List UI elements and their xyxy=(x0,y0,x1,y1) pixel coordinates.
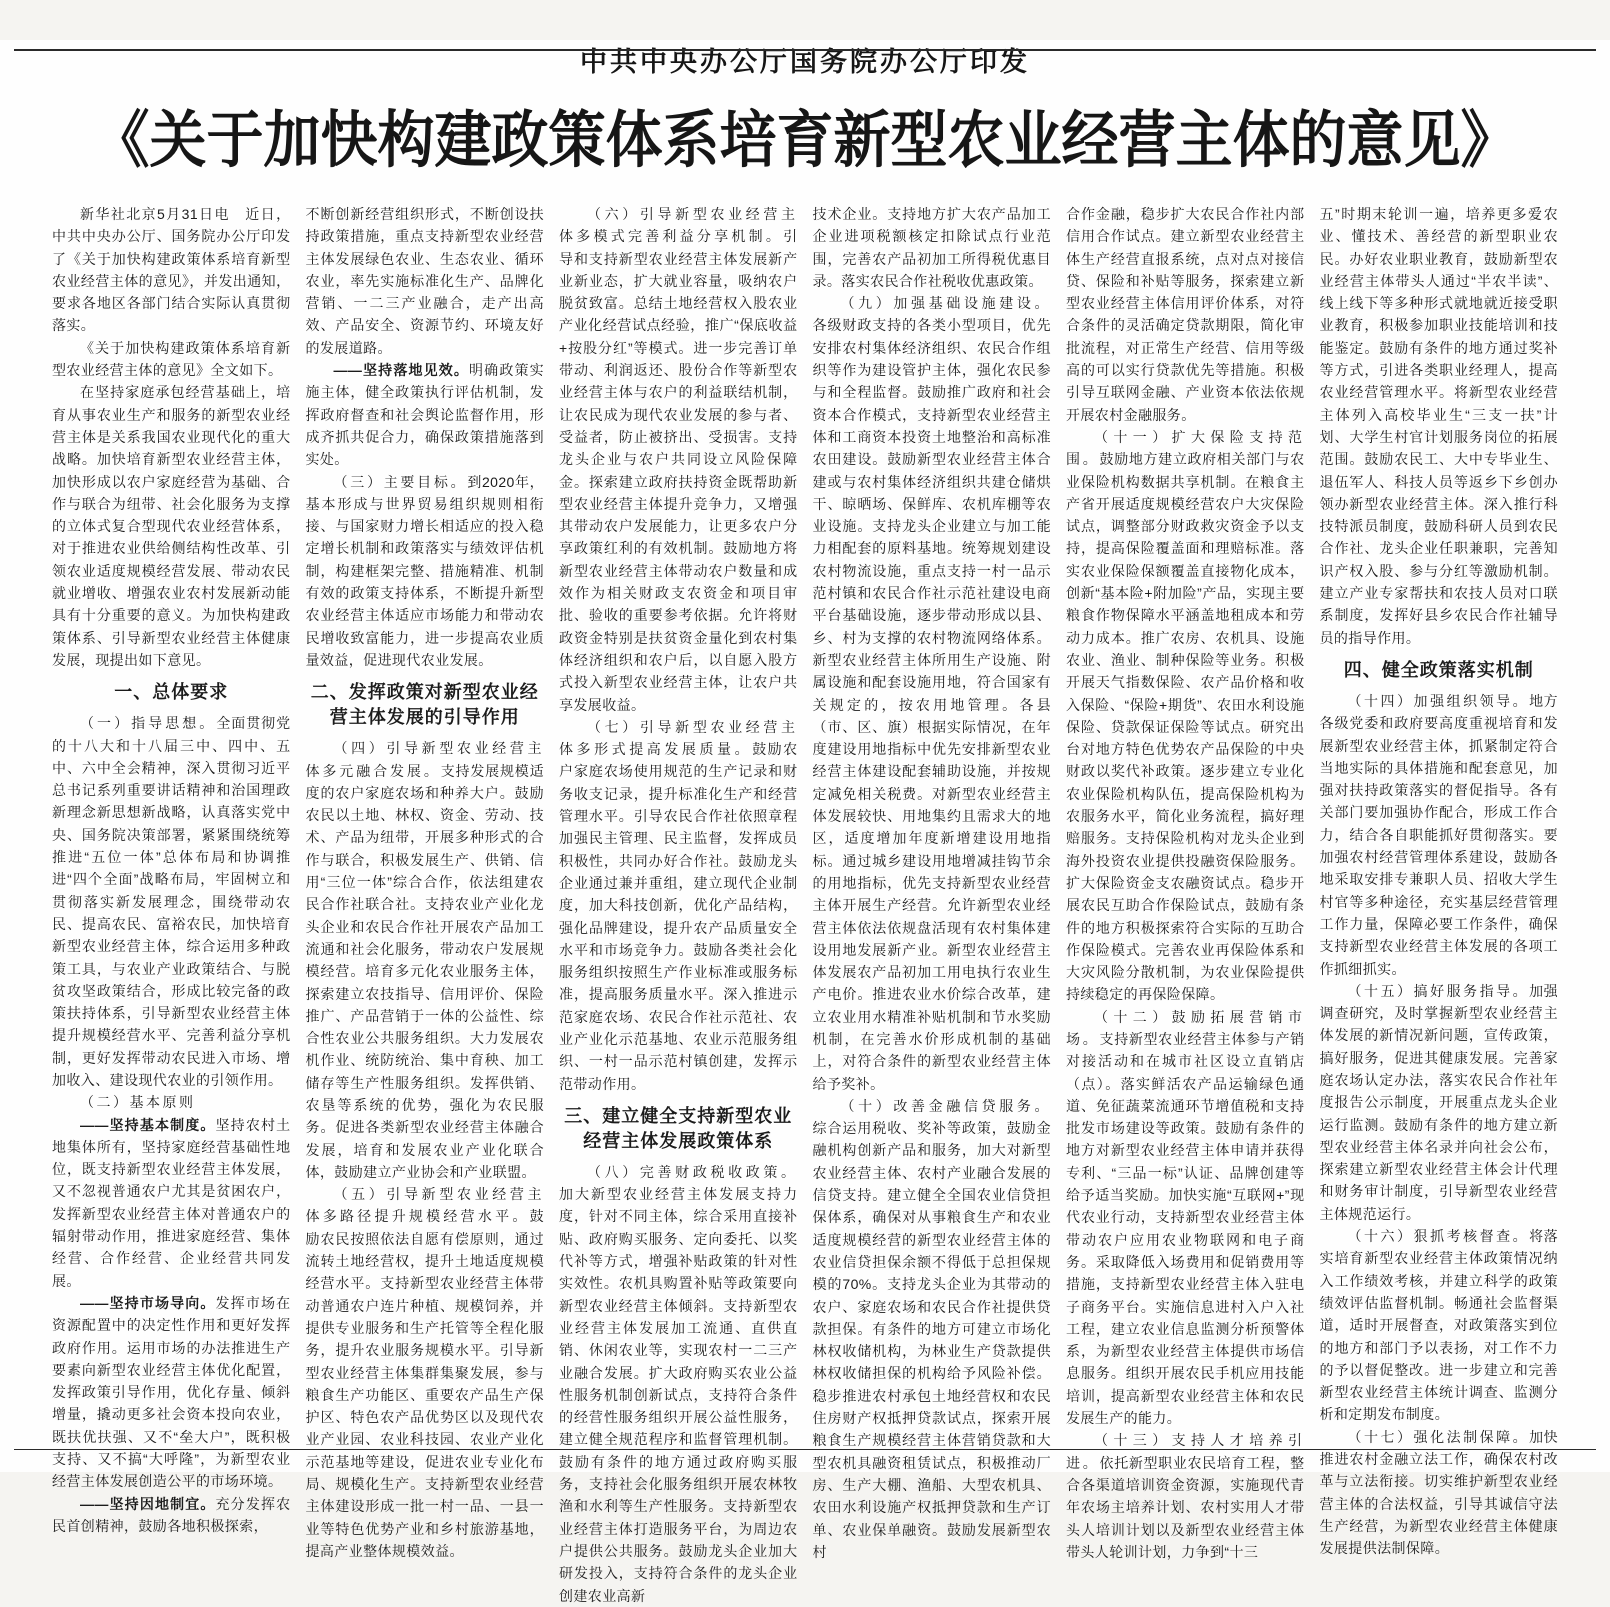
paragraph-lead: ——坚持落地见效。 xyxy=(333,362,470,379)
paragraph: 五”时期末轮训一遍，培养更多爱农业、懂技术、善经营的新型职业农民。办好农业职业教育，鼓励新型农业经营主体带头人通过“半农半读”、线上线下等多种形式就地就近接受职业教育，积极参加职业技能培训和技能鉴定。鼓励有条件的地方通过奖补等方式，引进各类职业经理人，提高农业经营管理水平。将新型农业经营主体列入高校毕业生“三支一扶”计划、大学生村官计划服务岗位的拓展范围。鼓励农民工、大中专毕业生、退伍军人、科技人员等返乡下乡创办领办新型农业经营主体。深入推行科技特派员制度，鼓励科研人员到农民合作社、龙头企业任职兼职，完善知识产权入股、参与分红等激励机制。建立产业专家帮扶和农技人员对口联系制度，发挥好县乡农民合作社辅导员的指导作用。 xyxy=(1319,206,1558,646)
paragraph: （十二）鼓励拓展营销市场。支持新型农业经营主体参与产销对接活动和在城市社区设立直销店（点）。落实鲜活农产品运输绿色通道、免征蔬菜流通环节增值税和支持批发市场建设等政策。鼓励有条件的地方对新型农业经营主体申请并获得专利、“三品一标”认证、品牌创建等给予适当奖励。加快实施“互联网+”现代农业行动，支持新型农业经营主体带动农户应用农业物联网和电子商务。采取降低入场费用和促销费用等措施，支持新型农业经营主体入驻电子商务平台。实施信息进村入户入社工程，建立农业信息监测分析预警体系，为新型农业经营主体提供市场信息服务。组织开展农民手机应用技能培训，提高新型农业经营主体和农民发展生产的能力。 xyxy=(1066,1008,1305,1427)
paragraph: ——坚持因地制宜。充分发挥农民首创精神，鼓励各地积极探索， xyxy=(52,1495,291,1534)
paragraph: （十五）搞好服务指导。加强调查研究，及时掌握新型农业经营主体发展的新情况新问题，宣传政策，搞好服务，促进其健康发展。完善家庭农场认定办法，落实农民合作社年度报告公示制度，开展重点龙头企业运行监测。鼓励有条件的地方建立新型农业经营主体名录并向社会公布，探索建立新型农业经营主体会计代理和财务审计制度，引导新型农业经营主体规范运行。 xyxy=(1319,982,1558,1222)
text-column-2 xyxy=(306,203,545,1607)
paragraph: 《关于加快构建政策体系培育新型农业经营主体的意见》全文如下。 xyxy=(52,339,291,379)
section-heading: 一、总体要求 xyxy=(114,682,229,703)
paragraph: 合作金融，稳步扩大农民合作社内部信用合作试点。建立新型农业经营主体生产经营直报系统，点对点对接信贷、保险和补贴等服务，探索建立新型农业经营主体信用评价体系，对符合条件的灵活确定贷款期限，简化审批流程，对正常生产经营、信用等级高的可以实行贷款优先等措施。积极引导互联网金融、产业资本依法依规开展农村金融服务。 xyxy=(1066,206,1305,423)
paragraph: 技术企业。支持地方扩大农产品加工企业进项税额核定扣除试点行业范围，完善农产品初加工所得税优惠目录。落实农民合作社税收优惠政策。 xyxy=(812,206,1051,289)
section-heading: 四、健全政策落实机制 xyxy=(1343,659,1534,680)
paragraph-lead: （七）引导新型农业经营主体多形式提高发展质量。 xyxy=(559,718,798,758)
paragraph: 不断创新经营组织形式，不断创设扶持政策措施，重点支持新型农业经营主体发展绿色农业、生态农业、循环农业，率先实施标准化生产、品牌化营销、一二三产业融合，走产出高效、产品安全、资源节约、环境友好的发展道路。 xyxy=(305,206,544,356)
paragraph-lead: （十五）搞好服务指导。 xyxy=(1347,982,1530,999)
paragraph: （十三）支持人才培养引进。依托新型职业农民培育工程，整合各渠道培训资金资源，实施现代青年农场主培养计划、农村实用人才带头人培训计划以及新型农业经营主体带头人轮训计划，力争到“十三 xyxy=(1066,1432,1305,1560)
paragraph-lead: （十二）鼓励拓展营销市场。 xyxy=(1066,1008,1305,1047)
paragraph: （十）改善金融信贷服务。综合运用税收、奖补等政策，鼓励金融机构创新产品和服务，加大对新型农业经营主体、农村产业融合发展的信贷支持。建立健全全国农业信贷担保体系，确保对从事粮食生产和农业适度规模经营的新型农业经营主体的农业信贷担保余额不得低于总担保规模的70%。支持龙头企业为其带动的农户、家庭农场和农民合作社提供贷款担保。有条件的地方可建立市场化林权收储机构，为林业生产贷款提供林权收储担保的机构给予风险补偿。稳步推进农村承包土地经营权和农民住房财产权抵押贷款试点，探索开展粮食生产规模经营主体营销贷款和大型农机具融资租赁试点，积极推动厂房、生产大棚、渔船、大型农机具、农田水利设施产权抵押贷款和生产订单、农业保单融资。鼓励发展新型农村 xyxy=(812,1097,1051,1560)
paragraph: （七）引导新型农业经营主体多形式提高发展质量。鼓励农户家庭农场使用规范的生产记录和财务收支记录，提升标准化生产和经营管理水平。引导农民合作社依照章程加强民主管理、民主监督，发挥成员积极性，共同办好合作社。鼓励龙头企业通过兼并重组，建立现代企业制度，加大科技创新，优化产品结构，强化品牌建设，提升农产品质量安全水平和市场竞争力。鼓励各类社会化服务组织按照生产作业标准或服务标准，提高服务质量水平。深入推进示范家庭农场、农民合作社示范社、农业产业化示范基地、农业示范服务组织、一村一品示范村镇创建，发挥示范带动作用。 xyxy=(559,718,798,1092)
paragraph-lead: （九）加强基础设施建设。 xyxy=(840,295,1051,312)
paragraph: ——坚持落地见效。明确政策实施主体，健全政策执行评估机制，发挥政府督查和社会舆论监督作用，形成齐抓共促合力，确保政策措施落到实处。 xyxy=(305,362,544,468)
text-column-1 xyxy=(52,203,291,1607)
paragraph-lead: （一）指导思想。 xyxy=(80,715,217,732)
headline: 《关于加快构建政策体系培育新型农业经营主体的意见》 xyxy=(92,106,1518,176)
text-column-3 xyxy=(559,203,798,1607)
paragraph-lead: ——坚持基本制度。 xyxy=(80,1116,216,1133)
paragraph-lead: （十六）狠抓考核督查。 xyxy=(1347,1228,1530,1245)
bottom-rule xyxy=(14,1449,1596,1450)
paragraph: 在坚持家庭承包经营基础上，培育从事农业生产和服务的新型农业经营主体是关系我国农业现代化的重大战略。加快培育新型农业经营主体，加快形成以农户家庭经营为基础、合作与联合为纽带、社会化服务为支撑的立体式复合型现代农业经营体系，对于推进农业供给侧结构性改革、引领农业适度规模经营发展、带动农民就业增收、增强农业农村发展新动能具有十分重要的意义。为加快构建政策体系、引导新型农业经营主体健康发展，现提出如下意见。 xyxy=(52,384,291,668)
section-heading: 二、发挥政策对新型农业经营主体发展的引导作用 xyxy=(310,682,539,728)
paragraph-lead: （四）引导新型农业经营主体多元融合发展。 xyxy=(305,740,544,779)
paragraph: （十四）加强组织领导。地方各级党委和政府要高度重视培育和发展新型农业经营主体，抓紧制定符合当地实际的具体措施和配套意见，加强对扶持政策落实的督促指导。各有关部门要加强协作配合，形成工作合力，结合各自职能抓好贯彻落实。要加强农村经营管理体系建设，鼓励各地采取安排专兼职人员、招收大学生村官等多种途径，充实基层经营管理工作力量，保障必要工作条件，确保支持新型农业经营主体发展的各项工作抓细抓实。 xyxy=(1319,692,1558,977)
paragraph: （五）引导新型农业经营主体多路径提升规模经营水平。鼓励农民按照依法自愿有偿原则，通过流转土地经营权，提升土地适度规模经营水平。支持新型农业经营主体带动普通农户连片种植、规模饲养，并提供专业服务和生产托管等全程化服务，提升农业服务规模水平。引导新型农业经营主体集群集聚发展，参与粮食生产功能区、重要农产品生产保护区、特色农产品优势区以及现代农业产业园、农业科技园、农业产业化示范基地等建设，促进农业专业化布局、规模化生产。支持新型农业经营主体建设形成一批一村一品、一县一业等特色优势产业和乡村旅游基地，提高产业整体规模效益。 xyxy=(305,1186,544,1559)
paragraph-lead: （十七）强化法制保障。 xyxy=(1347,1428,1530,1445)
paragraph-lead: （五）引导新型农业经营主体多路径提升规模经营水平。 xyxy=(305,1186,544,1225)
paragraph-lead: （六）引导新型农业经营主体多模式完善利益分享机制。 xyxy=(559,206,798,245)
paragraph: （八）完善财政税收政策。加大新型农业经营主体发展支持力度，针对不同主体，综合采用直接补贴、政府购买服务、定向委托、以奖代补等方式，增强补贴政策的针对性实效性。农机具购置补贴等政策要向新型农业经营主体倾斜。支持新型农业经营主体发展加工流通、直供直销、休闲农业等，实现农村一二三产业融合发展。扩大政府购买农业公益性服务机制创新试点，支持符合条件的经营性服务组织开展公益性服务，建立健全规范程序和监督管理机制。鼓励有条件的地方通过政府购买服务，支持社会化服务组织开展农林牧渔和水利等生产性服务。支持新型农业经营主体打造服务平台，为周边农户提供公共服务。鼓励龙头企业加大研发投入，支持符合条件的龙头企业创建农业高新 xyxy=(559,1163,798,1604)
paragraph-lead: （十）改善金融信贷服务。 xyxy=(840,1097,1051,1114)
paragraph-lead: ——坚持因地制宜。 xyxy=(80,1495,216,1512)
paragraph: ——坚持市场导向。发挥市场在资源配置中的决定性作用和更好发挥政府作用。运用市场的办法推进生产要素向新型农业经营主体优化配置，发挥政策引导作用，优化存量、倾斜增量，撬动更多社会资本投向农业，既扶优扶强、又不“垒大户”，既积极支持、又不搞“大呼隆”，为新型农业经营主体发展创造公平的市场环境。 xyxy=(52,1294,291,1490)
paragraph-lead: ——坚持市场导向。 xyxy=(80,1294,216,1311)
paragraph: （十七）强化法制保障。加快推进农村金融立法工作，确保农村改革与立法衔接。切实维护新型农业经营主体的合法权益，引导其诚信守法生产经营，为新型农业经营主体健康发展提供法制保障。 xyxy=(1319,1428,1558,1557)
paragraph: 新华社北京5月31日电 近日，中共中央办公厅、国务院办公厅印发了《关于加快构建政策体系培育新型农业经营主体的意见》，并发出通知，要求各地区各部门结合实际认真贯彻落实。 xyxy=(52,206,291,334)
paragraph: （十一）扩大保险支持范围。鼓励地方建立政府相关部门与农业保险机构数据共享机制。在粮食主产省开展适度规模经营农户大灾保险试点，调整部分财政救灾资金予以支持，提高保险覆盖面和理赔标准。落实农业保险保额覆盖直接物化成本，创新“基本险+附加险”产品，实现主要粮食作物保障水平涵盖地租成本和劳动力成本。推广农房、农机具、设施农业、渔业、制种保险等业务。积极开展天气指数保险、农产品价格和收入保险、“保险+期货”、农田水利设施保险、贷款保证保险等试点。研究出台对地方特色优势农产品保险的中央财政以奖代补政策。逐步建立专业化农业保险机构队伍，提高保险机构为农服务水平，简化业务流程，搞好理赔服务。支持保险机构对龙头企业到海外投资农业提供投融资保险服务。扩大保险资金支农融资试点。稳步开展农民互助合作保险试点，鼓励有条件的地方积极探索符合实际的互助合作保险模式。完善农业再保险体系和大灾风险分散机制，为农业保险提供持续稳定的再保险保障。 xyxy=(1066,428,1305,1003)
paragraph: （三）主要目标。到2020年，基本形成与世界贸易组织规则相衔接、与国家财力增长相适应的投入稳定增长机制和政策落实与绩效评估机制，构建框架完整、措施精准、机制有效的政策支持体系，不断提升新型农业经营主体适应市场能力和带动农民增收致富能力，进一步提高农业质量效益，促进现代农业发展。 xyxy=(305,473,544,668)
article-body xyxy=(52,203,1558,1607)
text-column-6 xyxy=(1320,203,1559,1607)
paragraph: （四）引导新型农业经营主体多元融合发展。支持发展规模适度的农户家庭农场和种养大户。鼓励农民以土地、林权、资金、劳动、技术、产品为纽带，开展多种形式的合作与联合，积极发展生产、供销、信用“三位一体”综合合作，依法组建农民合作社联合社。支持农业产业化龙头企业和农民合作社开展农产品加工流通和社会化服务，带动农户发展规模经营。培育多元化农业服务主体，探索建立农技指导、信用评价、保险推广、产品营销于一体的公益性、综合性农业公共服务组织。大力发展农机作业、统防统治、集中育秧、加工储存等生产性服务组织。发挥供销、农垦等系统的优势，强化为农民服务。促进各类新型农业经营主体融合发展，培育和发展农业产业化联合体，鼓励建立产业协会和产业联盟。 xyxy=(305,740,544,1180)
paragraph: （九）加强基础设施建设。各级财政支持的各类小型项目，优先安排农村集体经济组织、农民合作组织等作为建设管护主体，强化农民参与和全程监督。鼓励推广政府和社会资本合作模式，支持新型农业经营主体和工商资本投资土地整治和高标准农田建设。鼓励新型农业经营主体合建或与农村集体经济组织共建仓储烘干、晾晒场、保鲜库、农机库棚等农业设施。支持龙头企业建立与加工能力相配套的原料基地。统筹规划建设农村物流设施，重点支持一村一品示范村镇和农民合作社示范社建设电商平台基础设施，逐步带动形成以县、乡、村为支撑的农村物流网络体系。新型农业经营主体所用生产设施、附属设施和配套设施用地，符合国家有关规定的，按农用地管理。各县（市、区、旗）根据实际情况，在年度建设用地指标中优先安排新型农业经营主体建设配套辅助设施，并按规定减免相关税费。对新型农业经营主体发展较快、用地集约且需求大的地区，适度增加年度新增建设用地指标。通过城乡建设用地增减挂钩节余的用地指标，优先支持新型农业经营主体开展生产经营。允许新型农业经营主体依法依规盘活现有农村集体建设用地发展新产业。新型农业经营主体发展农产品初加工用电执行农业生产电价。推进农业水价综合改革，建立农业用水精准补贴机制和节水奖励机制，在完善水价形成机制的基础上，对符合条件的新型农业经营主体给予奖补。 xyxy=(812,295,1051,1092)
paragraph: （一）指导思想。全面贯彻党的十八大和十八届三中、四中、五中、六中全会精神，深入贯彻习近平总书记系列重要讲话精神和治国理政新理念新思想新战略，认真落实党中央、国务院决策部署，紧紧围绕统筹推进“五位一体”总体布局和协调推进“四个全面”战略布局，牢固树立和贯彻落实新发展理念，围绕带动农民、提高农民、富裕农民，加快培育新型农业经营主体，综合运用多种政策工具，与农业产业政策结合、与脱贫攻坚政策结合，形成比较完备的政策扶持体系，引导新型农业经营主体提升规模经营水平、完善利益分享机制，更好发挥带动农民进入市场、增加收入、建设现代农业的引领作用。 xyxy=(52,715,291,1088)
paragraph: （六）引导新型农业经营主体多模式完善利益分享机制。引导和支持新型农业经营主体发展新产业新业态，扩大就业容量，吸纳农户脱贫致富。总结土地经营权入股农业产业化经营试点经验，推广“保底收益+按股分红”等模式。进一步完善订单带动、利润返还、股份合作等新型农业经营主体与农户的利益联结机制，让农民成为现代农业发展的参与者、受益者，防止被挤出、受损害。支持龙头企业与农户共同设立风险保障金。探索建立政府扶持资金既帮助新型农业经营主体提升竞争力，又增强其带动农户发展能力，让更多农户分享政策红利的有效机制。鼓励地方将新型农业经营主体带动农户数量和成效作为相关财政支农资金和项目审批、验收的重要参考依据。允许将财政资金特别是扶贫资金量化到农村集体经济组织和农户后，以自愿入股方式投入新型农业经营主体，让农户共享发展收益。 xyxy=(559,206,798,713)
text-column-4 xyxy=(813,203,1052,1607)
paragraph-lead: （十三）支持人才培养引进。 xyxy=(1066,1432,1305,1471)
paragraph: ——坚持基本制度。坚持农村土地集体所有，坚持家庭经营基础性地位，既支持新型农业经营主体发展，又不忽视普通农户尤其是贫困农户，发挥新型农业经营主体对普通农户的辐射带动作用，推进家庭经营、集体经营、合作经营、企业经营共同发展。 xyxy=(52,1116,291,1289)
paragraph-lead: （十一）扩大保险支持范围。 xyxy=(1066,428,1305,468)
newspaper-page xyxy=(0,40,1610,1604)
paragraph-lead: （八）完善财政税收政策。 xyxy=(587,1163,798,1180)
section-heading: 三、建立健全支持新型农业经营主体发展政策体系 xyxy=(564,1105,793,1151)
paragraph: （十六）狠抓考核督查。将落实培育新型农业经营主体政策情况纳入工作绩效考核，并建立科学的政策绩效评估监督机制。畅通社会监督渠道，适时开展督查，对政策落实到位的地方和部门予以表扬，对工作不力的予以督促整改。进一步建立和完善新型农业经营主体统计调查、监测分析和定期发布制度。 xyxy=(1319,1228,1558,1423)
paragraph-lead: （三）主要目标。 xyxy=(333,473,468,490)
paragraph-lead: （十四）加强组织领导。 xyxy=(1347,692,1530,709)
paragraph xyxy=(52,1091,291,1113)
paragraph-lead: （二）基本原则 xyxy=(80,1094,196,1111)
top-rule xyxy=(14,49,1596,51)
text-column-5 xyxy=(1066,203,1305,1607)
kicker: 中共中央办公厅国务院办公厅印发 xyxy=(580,47,1030,77)
